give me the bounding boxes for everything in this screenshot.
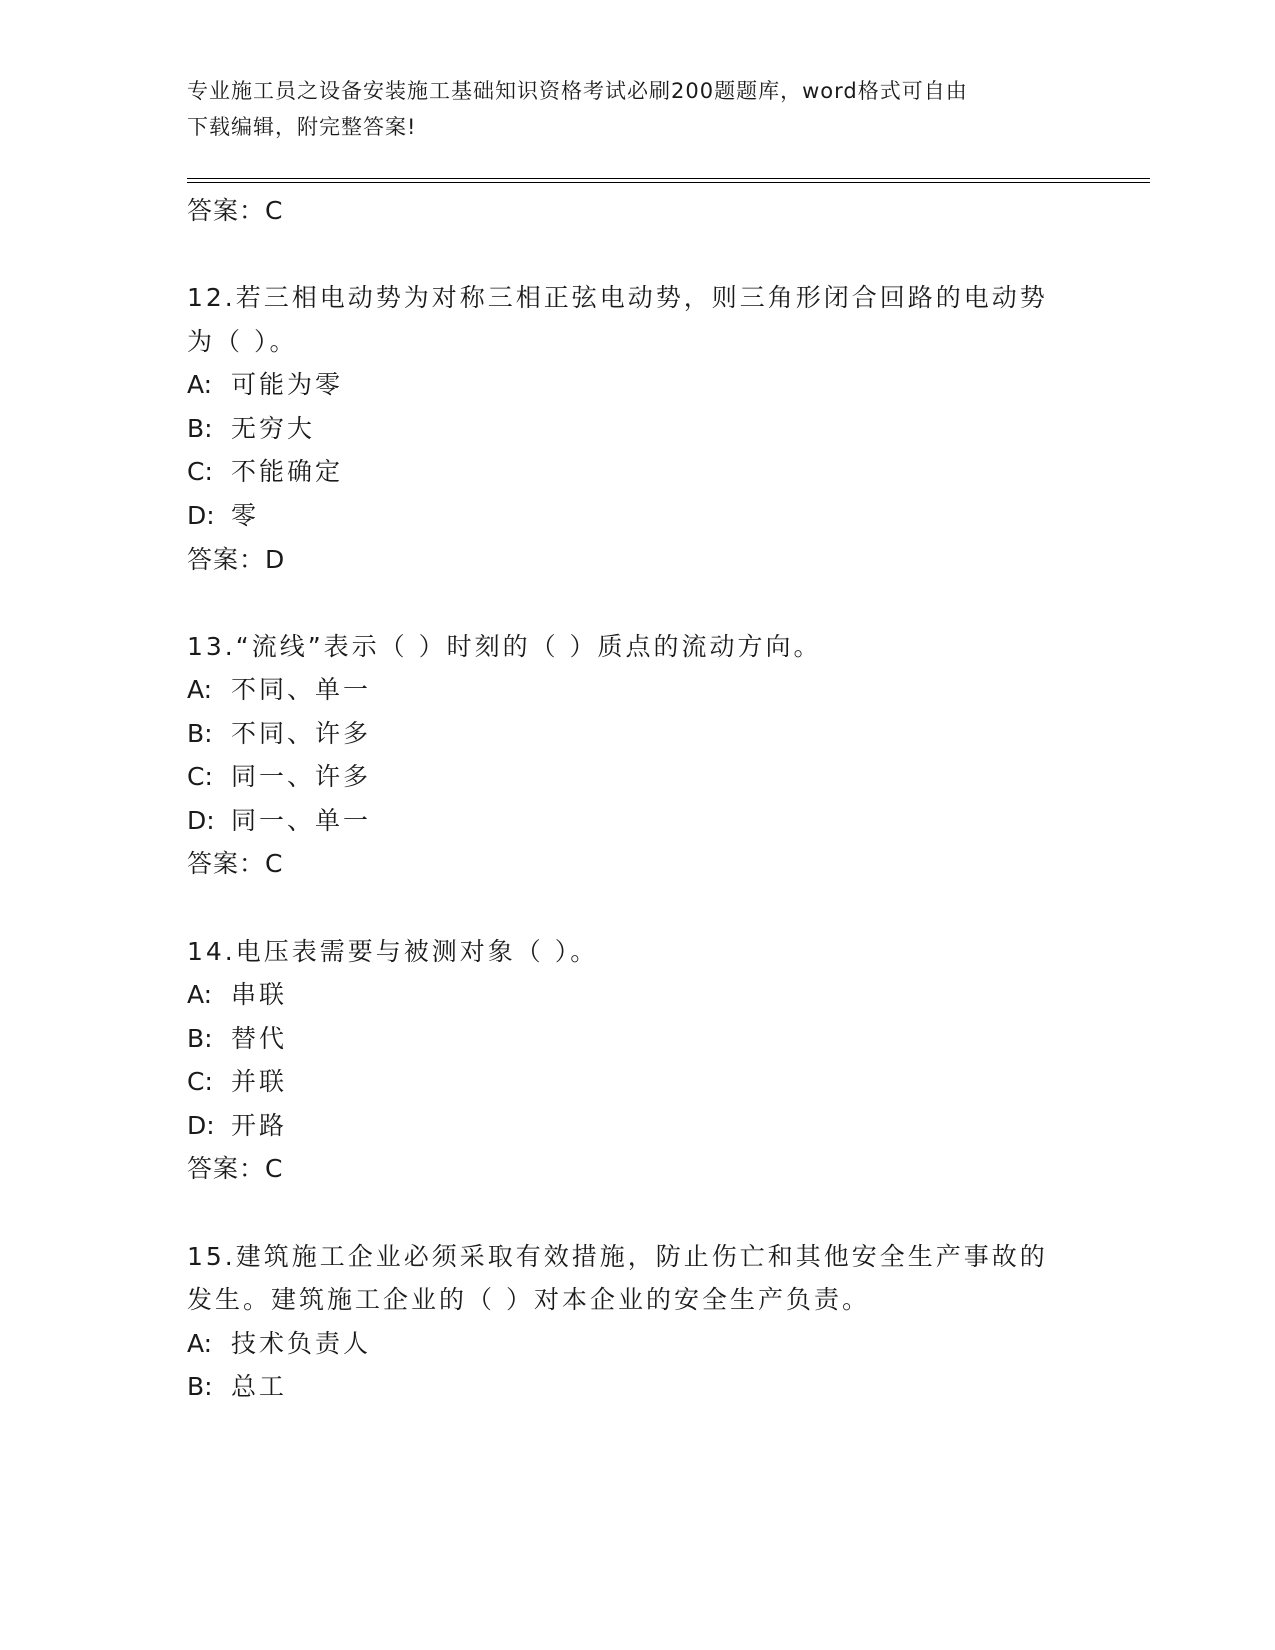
header-divider-second	[187, 182, 1150, 183]
option-b	[187, 714, 371, 750]
option-key: C:	[187, 1067, 213, 1096]
header-line-2: 下载编辑，附完整答案!	[187, 115, 417, 139]
option-key: B:	[187, 719, 213, 748]
option-text: 无穷大	[231, 414, 316, 443]
option-text: 可能为零	[231, 370, 344, 399]
option-c	[187, 452, 343, 488]
document-header	[187, 73, 1087, 145]
option-text: 技术负责人	[231, 1329, 372, 1358]
option-key: D:	[187, 1111, 215, 1140]
option-key: A:	[187, 1329, 213, 1358]
option-text: 替代	[231, 1024, 288, 1053]
question-stem: 发生。建筑施工企业的（ ）对本企业的安全生产负责。	[187, 1285, 870, 1314]
option-key: A:	[187, 675, 213, 704]
option-text: 总工	[231, 1372, 288, 1401]
header-divider	[187, 178, 1150, 179]
option-key: C:	[187, 457, 213, 486]
option-d	[187, 1106, 287, 1142]
header-line-1: 专业施工员之设备安装施工基础知识资格考试必刷200题题库，word格式可自由	[187, 79, 968, 103]
option-d	[187, 801, 371, 837]
option-c	[187, 1062, 287, 1098]
option-c	[187, 757, 371, 793]
question-stem: 14.电压表需要与被测对象（ ）。	[187, 937, 599, 966]
option-text: 不能确定	[231, 457, 344, 486]
option-b	[187, 1019, 287, 1055]
question-stem: 12.若三相电动势为对称三相正弦电动势，则三角形闭合回路的电动势	[187, 283, 1048, 312]
option-key: D:	[187, 501, 215, 530]
option-text: 串联	[231, 980, 288, 1009]
option-key: B:	[187, 1372, 213, 1401]
option-key: C:	[187, 762, 213, 791]
option-key: B:	[187, 414, 213, 443]
option-d	[187, 496, 259, 532]
answer-line: 答案：C	[187, 849, 284, 878]
question-stem: 为（ ）。	[187, 327, 298, 356]
option-text: 同一、许多	[231, 762, 372, 791]
answer-line: 答案：C	[187, 1154, 284, 1183]
option-a	[187, 670, 371, 706]
option-text: 开路	[231, 1111, 288, 1140]
option-b	[187, 1367, 287, 1403]
option-b	[187, 409, 315, 445]
option-a	[187, 975, 287, 1011]
question-stem: 15.建筑施工企业必须采取有效措施，防止伤亡和其他安全生产事故的	[187, 1242, 1048, 1271]
option-text: 同一、单一	[231, 806, 372, 835]
answer-line: 答案：C	[187, 196, 284, 225]
option-text: 并联	[231, 1067, 288, 1096]
answer-line: 答案：D	[187, 545, 286, 574]
option-text: 零	[231, 501, 260, 530]
option-text: 不同、许多	[231, 719, 372, 748]
option-a	[187, 1324, 371, 1360]
option-key: D:	[187, 806, 215, 835]
option-key: B:	[187, 1024, 213, 1053]
option-key: A:	[187, 370, 213, 399]
option-key: A:	[187, 980, 213, 1009]
option-a	[187, 365, 343, 401]
option-text: 不同、单一	[231, 675, 372, 704]
question-stem: 13.“流线”表示（ ）时刻的（ ）质点的流动方向。	[187, 632, 822, 661]
